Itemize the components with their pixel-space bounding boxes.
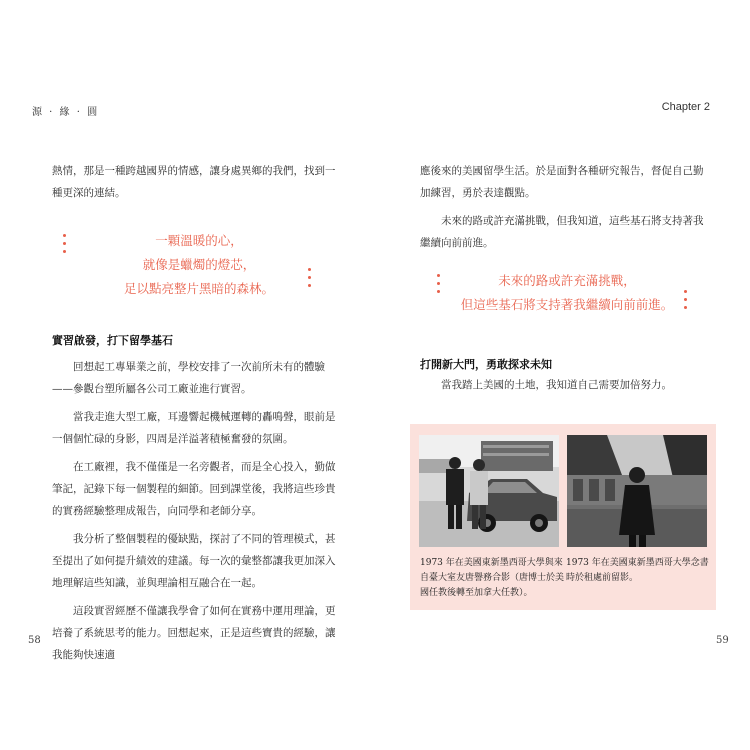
quote-line: 未來的路或許充滿挑戰， (498, 273, 636, 288)
left-body-text (52, 356, 344, 672)
page-number-left: 58 (28, 635, 41, 646)
photo-caption-1: 1973 年在美國東新墨西哥大學與來自臺大室友唐譽務合影（唐博士於美國任教後轉至加拿大任教）。 (420, 558, 565, 598)
quote-dots-left (63, 234, 67, 258)
page-number-right: 59 (716, 635, 729, 646)
chapter-header: Chapter 2 (661, 101, 710, 113)
section-heading-new-door: 打開新大門，勇敢探求未知 (420, 358, 552, 371)
body-paragraph: 當我走進大型工廠，耳邊響起機械運轉的轟鳴聲，眼前是一個個忙碌的身影，四周是洋溢著積極奮發的氛圍。 (52, 411, 336, 445)
quote-line: 足以點亮整片黑暗的森林。 (123, 281, 274, 296)
section-heading-internship: 實習啟發，打下留學基石 (52, 334, 173, 347)
photo-caption-2: 1973 年在美國東新墨西哥大學念書時於租處前留影。 (566, 558, 709, 583)
body-paragraph: 當我踏上美國的土地，我知道自己需要加倍努力。 (441, 379, 672, 391)
quote-dots-right (308, 268, 312, 292)
body-paragraph: 這段實習經歷不僅讓我學會了如何在實務中運用理論，更培養了系統思考的能力。回想起來，正是這些寶貴的經驗，讓我能夠快速適 (52, 605, 336, 661)
body-paragraph: 在工廠裡，我不僅僅是一名旁觀者，而是全心投入，勤做筆記，記錄下每一個製程的細節。回到課堂後，我將這些珍貴的實務經驗整理成報告，向同學和老師分享。 (52, 461, 336, 517)
body-paragraph: 回想起工專畢業之前，學校安排了一次前所未有的體驗——參觀台塑所屬各公司工廠並進行實習。 (52, 361, 325, 395)
intro-paragraph: 熱情，那是一種跨越國界的情感，讓身處異鄉的我們，找到一種更深的連結。 (52, 165, 336, 199)
left-intro-text (52, 160, 344, 210)
photo-man-by-building (567, 435, 707, 547)
body-paragraph: 應後來的美國留學生活。於是面對各種研究報告，督促自己勤加練習，勇於表達觀點。 (420, 165, 704, 199)
body-paragraph: 未來的路或許充滿挑戰，但我知道，這些基石將支持著我繼續向前前進。 (420, 215, 704, 249)
quote-line: 就像是蠟燭的燈芯， (142, 257, 256, 272)
pull-quote-left (90, 229, 308, 301)
pull-quote-right (452, 269, 682, 317)
quote-line: 一顆溫暖的心， (155, 233, 243, 248)
quote-dots-left (437, 274, 441, 298)
photo-car-two-men (419, 435, 559, 547)
right-intro-text (420, 160, 712, 260)
right-section-text (420, 374, 712, 402)
book-title-header: 源 · 緣 · 圓 (32, 107, 100, 118)
quote-line: 但這些基石將支持著我繼續向前前進。 (460, 297, 674, 312)
quote-dots-right (684, 290, 688, 314)
body-paragraph: 我分析了整個製程的優缺點，探討了不同的管理模式，甚至提出了如何提升績效的建議。每一次的彙整都讓我更加深入地理解這些知識，並與理論相互融合在一起。 (52, 533, 336, 589)
